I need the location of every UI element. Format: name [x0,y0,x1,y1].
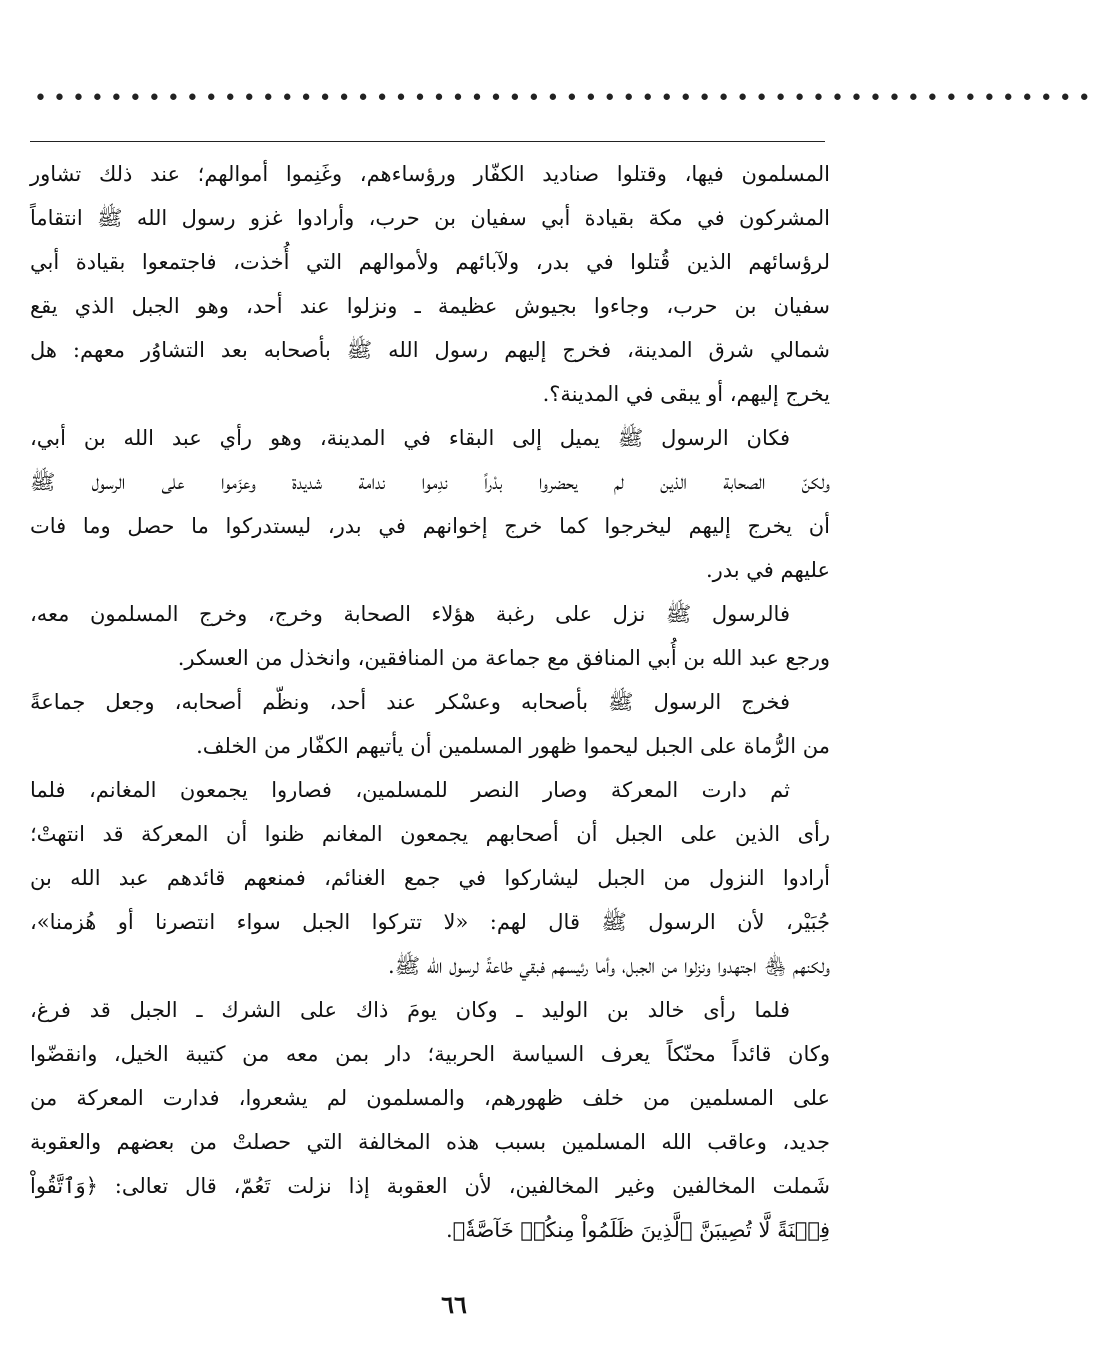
text-line: من الرُّماة على الجبل ليحموا ظهور المسلمين أن يأتيهم الكفّار من الخلف. [196,734,830,758]
text-line: لرؤسائهم الذين قُتلوا في بدر، ولآبائهم ولأموالهم التي أُخذت، فاجتمعوا بقيادة أبي [30,250,830,274]
text-line: يخرج إليهم، أو يبقى في المدينة؟. [542,382,830,406]
text-line: أرادوا النزول من الجبل ليشاركوا في جمع الغنائم، فمنعهم قائدهم عبد الله بن [30,866,830,890]
text-line: فِتۡنَةً لَّا تُصِيبَنَّ ٱلَّذِينَ ظَلَمُواْ مِنكُمۡ خَآصَّةٗ﴾. [445,1218,830,1242]
text-line: على المسلمين من خلف ظهورهم، والمسلمون لم يشعروا، فدارت المعركة من [30,1086,830,1110]
text-line: وكان قائداً محنّكاً يعرف السياسة الحربية؛ دار بمن معه من كتيبة الخيل، وانقضّوا [30,1042,830,1066]
text-line: فالرسول ﷺ نزل على رغبة هؤلاء الصحابة وخرج، وخرج المسلمون معه، [30,602,790,626]
text-line: جُبَيْر، لأن الرسول ﷺ قال لهم: «لا تتركوا الجبل سواء انتصرنا أو هُزمنا»، [30,910,830,934]
text-line: عليهم في بدر. [705,558,830,582]
text-line: أن يخرج إليهم ليخرجوا كما خرج إخوانهم في بدر، ليستدركوا ما حصل وما فات [30,514,830,538]
text-line: ثم دارت المعركة وصار النصر للمسلمين، فصاروا يجمعون المغانم، فلما [30,778,790,802]
text-line: ورجع عبد الله بن أُبي المنافق مع جماعة من المنافقين، وانخذل من العسكر. [177,646,830,670]
text-line: سفيان بن حرب، وجاءوا بجيوش عظيمة ـ ونزلوا عند أحد، وهو الجبل الذي يقع [30,294,830,318]
header-rule [30,141,825,142]
text-line: شَملت المخالفين وغير المخالفين، لأن العقوبة إذا نزلت تَعُمّ، قال تعالى: ﴿وَٱتَّقُواْ [30,1174,830,1198]
text-line: المشركون في مكة بقيادة أبي سفيان بن حرب، وأرادوا غزو رسول الله ﷺ انتقاماً [30,206,830,230]
text-line: فكان الرسول ﷺ يميل إلى البقاء في المدينة، وهو رأي عبد الله بن أبي، [30,426,790,450]
text-line: فلما رأى خالد بن الوليد ـ وكان يومَ ذاك على الشرك ـ الجبل قد فرغ، [30,998,790,1022]
text-line: ولكنّ الصحابة الذين لم يحضروا بدْراً ندِموا ندامة شديدة وعزَموا على الرسول ﷺ [30,470,830,494]
text-line: المسلمون فيها، وقتلوا صناديد الكفّار ورؤساءهم، وغَنِموا أموالهم؛ عند ذلك تشاور [30,162,830,186]
text-line: ولكنهم ﵃ اجتهدوا ونزلوا من الجبل، وأما رئيسهم فبقي طاعةً لرسول الله ﷺ. [388,954,830,978]
text-line: رأى الذين على الجبل أن أصحابهم يجمعون المغانم ظنوا أن المعركة قد انتهتْ؛ [30,822,830,846]
text-line: فخرج الرسول ﷺ بأصحابه وعسْكر عند أحد، ونظّم أصحابه، وجعل جماعةً [30,690,790,714]
header-dotted-line: •••••••••••••••••••••••••••••••••••••••••••••••••••••••• [34,86,1097,111]
body-text [30,152,830,1272]
page-number: ٦٦ [441,1290,467,1319]
text-line: شمالي شرق المدينة، فخرج إليهم رسول الله ﷺ بأصحابه بعد التشاوُر معهم: هل [30,338,830,362]
text-line: جديد، وعاقب الله المسلمين بسبب هذه المخالفة التي حصلتْ من بعضهم والعقوبة [30,1130,830,1154]
